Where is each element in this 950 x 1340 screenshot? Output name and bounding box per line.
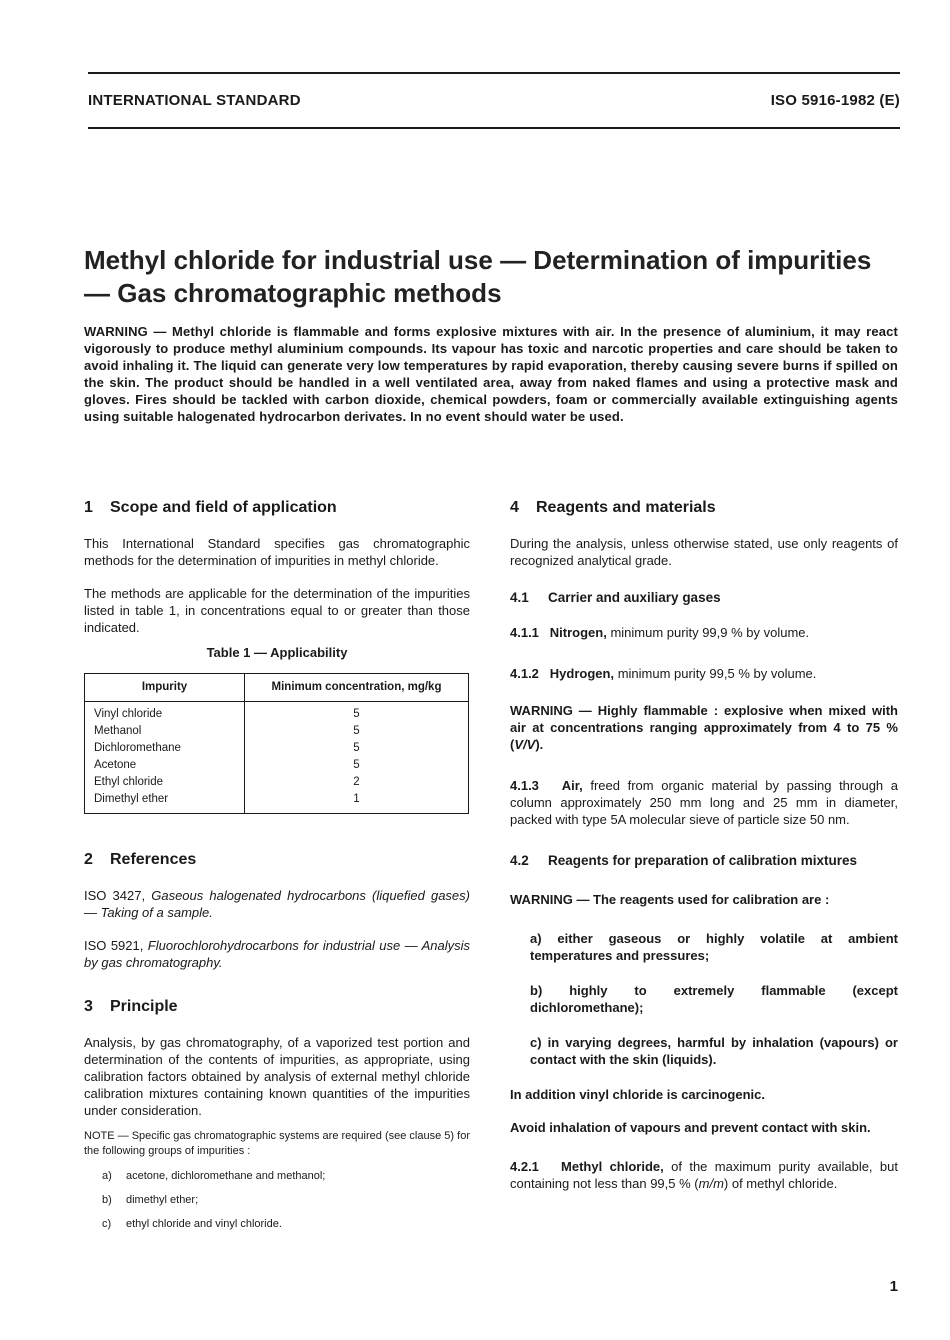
left-column [84, 498, 470, 1241]
clause-4-1-3: 4.1.3 Air, freed from organic material by passing through a column approximately 250 mm long and 25 mm in diameter, packed with type 5A molecular sieve of particle size 50 nm. [510, 778, 898, 827]
section-number: 1 [84, 499, 93, 516]
minimum-concentration: 5 [245, 740, 469, 757]
header-bottom-rule [88, 127, 900, 129]
minimum-concentration: 5 [245, 723, 469, 740]
section-title: Reagents and materials [536, 499, 716, 516]
document-title: Methyl chloride for industrial use — Determination of impurities — Gas chromatographic methods [84, 245, 872, 308]
reference-2 [84, 937, 470, 971]
section-1-heading [84, 498, 470, 518]
clause-4-1-1: 4.1.1 Nitrogen, minimum purity 99,9 % by volume. [510, 625, 810, 640]
warning-item-b: b) highly to extremely flammable (except dichloromethane); [530, 983, 898, 1015]
minimum-concentration: 1 [245, 791, 469, 814]
list-item: c) ethyl chloride and vinyl chloride. [102, 1218, 282, 1230]
reference-1 [84, 887, 470, 921]
section-title: References [110, 851, 197, 868]
header-top-rule [88, 72, 900, 74]
reference-title: Fluorochlorohydrocarbons for industrial use — Analysis by gas chromatography. [84, 938, 470, 970]
section-number: 2 [84, 851, 93, 868]
section-3-heading [84, 997, 470, 1017]
section-title: Scope and field of application [110, 499, 337, 516]
reference-title: Gaseous halogenated hydrocarbons (liquefied gases) — Taking of a sample. [84, 888, 470, 920]
table-header-concentration: Minimum concentration, mg/kg [245, 674, 469, 702]
warning-item-a: a) either gaseous or highly volatile at ambient temperatures and pressures; [530, 931, 898, 963]
note-list [84, 1169, 470, 1232]
clause-4-2-1: 4.2.1 Methyl chloride, of the maximum purity available, but containing not less than 99,5 % (m/m) of methyl chloride. [510, 1159, 898, 1191]
impurity-name: Acetone [85, 757, 245, 774]
avoid-inhalation-note: Avoid inhalation of vapours and prevent contact with skin. [510, 1120, 871, 1135]
calibration-warning: WARNING — The reagents used for calibration are : [510, 892, 830, 907]
table-row [85, 791, 469, 814]
table-row [85, 740, 469, 757]
principle-note: NOTE — Specific gas chromatographic systems are required (see clause 5) for the following groups of impurities : [84, 1130, 470, 1157]
right-column [510, 498, 898, 1208]
header-standard-number: ISO 5916-1982 (E) [770, 92, 900, 109]
impurity-name: Dimethyl ether [85, 791, 245, 814]
principle-paragraph: Analysis, by gas chromatography, of a vaporized test portion and determination of the contents of impurities, as appropriate, using calibration factors obtained by analysis of external methyl chloride calibration mixtures containing known quantities of the impurities under consideration. [84, 1035, 470, 1118]
list-item: b) dimethyl ether; [102, 1194, 199, 1206]
section-4-heading [510, 498, 898, 518]
reference-code: ISO 5921, [84, 938, 144, 953]
impurity-name: Methanol [85, 723, 245, 740]
hydrogen-warning: WARNING — Highly flammable : explosive when mixed with air at concentrations ranging approximately from 4 to 75 % (V/V). [510, 703, 898, 752]
scope-paragraph-2: The methods are applicable for the determination of the impurities listed in table 1, in concentrations equal to or greater than those indicated. [84, 586, 470, 635]
reference-code: ISO 3427, [84, 888, 146, 903]
minimum-concentration: 5 [245, 702, 469, 724]
table-header-impurity: Impurity [85, 674, 245, 702]
minimum-concentration: 2 [245, 774, 469, 791]
warning-item-c: c) in varying degrees, harmful by inhalation (vapours) or contact with the skin (liquids). [530, 1035, 898, 1067]
table-row [85, 702, 469, 724]
carcinogenic-note: In addition vinyl chloride is carcinogenic. [510, 1087, 765, 1102]
section-number: 3 [84, 998, 93, 1015]
header-standard-type: INTERNATIONAL STANDARD [88, 92, 301, 109]
table-row [85, 757, 469, 774]
subsection-4-1-heading: 4.1 Carrier and auxiliary gases [510, 590, 721, 605]
section-number: 4 [510, 499, 519, 516]
section-2-heading [84, 850, 470, 870]
table-caption: Table 1 — Applicability [206, 645, 348, 660]
subsection-4-2-heading: 4.2 Reagents for preparation of calibration mixtures [510, 853, 858, 868]
table-row [85, 723, 469, 740]
page-number: 1 [889, 1278, 898, 1295]
list-item: a) acetone, dichloromethane and methanol; [102, 1170, 326, 1182]
reagents-paragraph: During the analysis, unless otherwise stated, use only reagents of recognized analytical grade. [510, 536, 898, 568]
scope-paragraph-1: This International Standard specifies gas chromatographic methods for the determination of impurities in methyl chloride. [84, 536, 470, 568]
impurity-name: Ethyl chloride [85, 774, 245, 791]
minimum-concentration: 5 [245, 757, 469, 774]
impurity-name: Vinyl chloride [85, 702, 245, 724]
impurity-name: Dichloromethane [85, 740, 245, 757]
section-title: Principle [110, 998, 178, 1015]
clause-4-1-2: 4.1.2 Hydrogen, minimum purity 99,5 % by volume. [510, 666, 817, 681]
applicability-table [84, 673, 469, 814]
safety-warning: WARNING — Methyl chloride is flammable and forms explosive mixtures with air. In the presence of aluminium, it may react vigorously to produce methyl aluminium compounds. Its vapour has toxic and narcotic properties and care should be taken to avoid inhaling it. The liquid can generate very low temperatures by rapid evaporation, thereby causing severe burns if spilled on the skin. The product should be handled in a well ventilated area, away from naked flames and using a protective mask and gloves. Fires should be tackled with carbon dioxide, chemical powders, foam or commercially available extinguishing agents using suitable halogenated hydrocarbon derivates. In no event should water be used. [84, 324, 898, 424]
table-row [85, 774, 469, 791]
